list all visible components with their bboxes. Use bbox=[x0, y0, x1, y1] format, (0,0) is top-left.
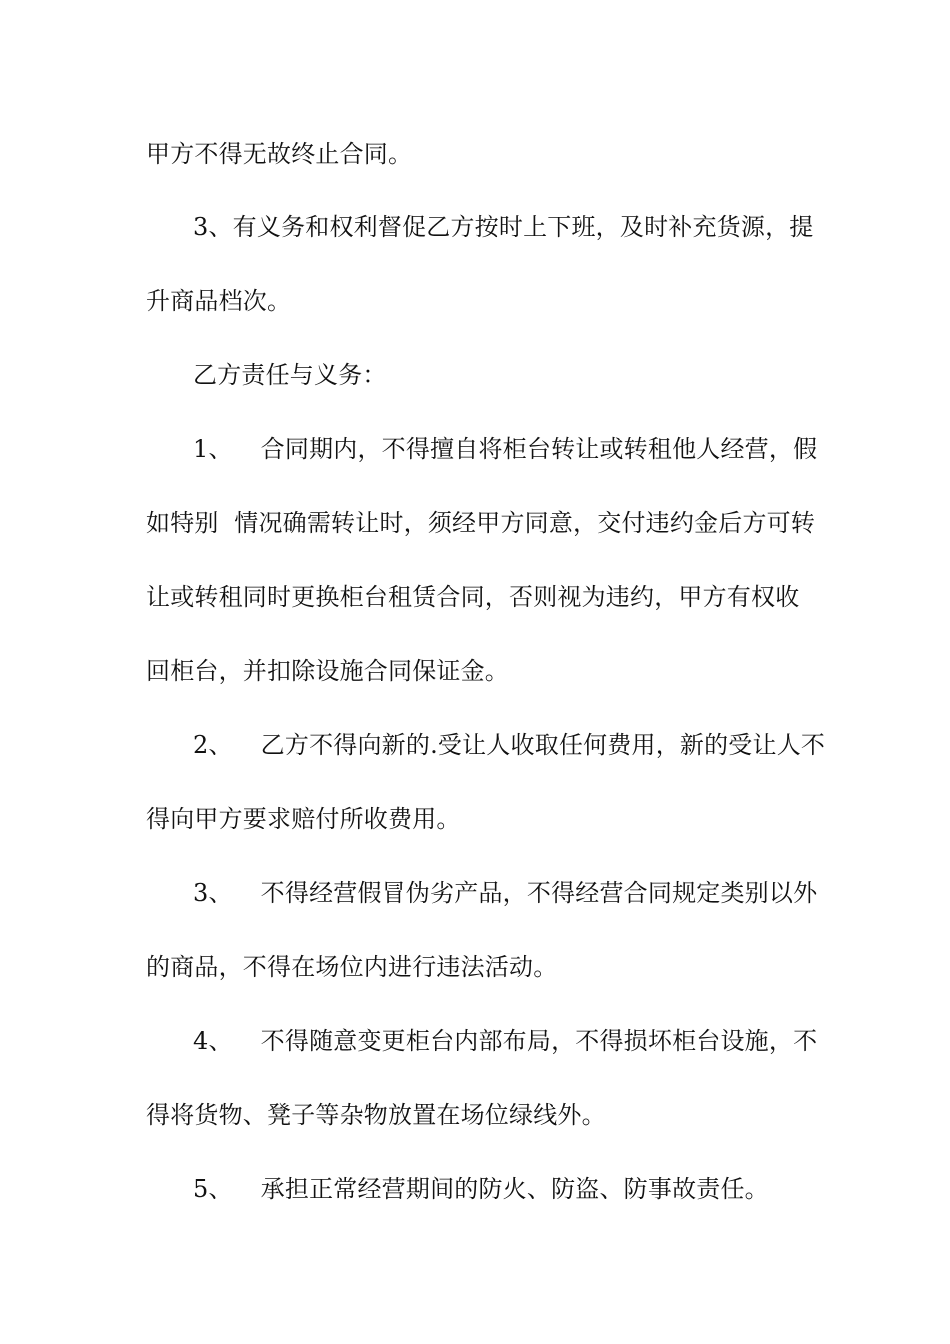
text-line: 如特别 情况确需转让时，须经甲方同意，交付违约金后方可转 bbox=[146, 509, 816, 537]
text-line: 回柜台，并扣除设施合同保证金。 bbox=[146, 657, 509, 685]
item-number: 2、 bbox=[193, 731, 233, 759]
item-text: 不得随意变更柜台内部布局，不得损坏柜台设施，不 bbox=[260, 1027, 818, 1055]
item-text: 承担正常经营期间的防火、防盗、防事故责任。 bbox=[260, 1175, 769, 1203]
item-text: 合同期内，不得擅自将柜台转让或转租他人经营，假 bbox=[260, 435, 818, 463]
list-item-2 bbox=[193, 728, 853, 762]
list-item-3 bbox=[193, 876, 853, 910]
list-item-5 bbox=[193, 1172, 853, 1206]
item-number: 3、 bbox=[193, 879, 233, 907]
text-line: 的商品，不得在场位内进行违法活动。 bbox=[146, 953, 558, 981]
text-line: 让或转租同时更换柜台租赁合同，否则视为违约，甲方有权收 bbox=[146, 583, 800, 611]
text-line: 升商品档次。 bbox=[146, 287, 292, 315]
item-number: 5、 bbox=[193, 1175, 233, 1203]
item-text: 不得经营假冒伪劣产品，不得经营合同规定类别以外 bbox=[260, 879, 818, 907]
list-item-4 bbox=[193, 1024, 853, 1058]
text-line: 甲方不得无故终止合同。 bbox=[146, 140, 413, 168]
item-number: 4、 bbox=[193, 1027, 233, 1055]
list-item-1 bbox=[193, 432, 853, 466]
item-text: 乙方不得向新的.受让人收取任何费用，新的受让人不 bbox=[260, 731, 826, 759]
section-heading: 乙方责任与义务： bbox=[193, 361, 387, 389]
text-line: 得向甲方要求赔付所收费用。 bbox=[146, 805, 461, 833]
item-number: 1、 bbox=[193, 435, 233, 463]
text-line: 得将货物、凳子等杂物放置在场位绿线外。 bbox=[146, 1101, 606, 1129]
text-line: 3、有义务和权利督促乙方按时上下班，及时补充货源，提 bbox=[193, 213, 814, 241]
